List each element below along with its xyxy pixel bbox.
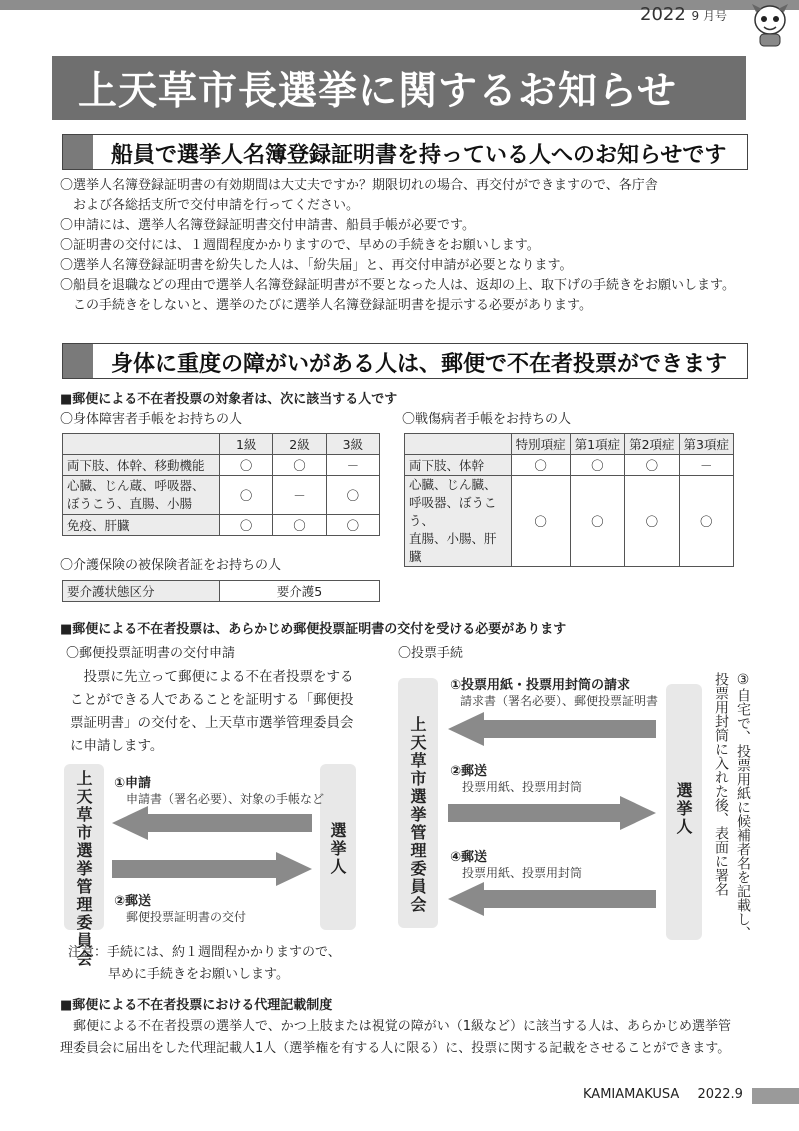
care-table: [62, 580, 380, 602]
table-cell: 〇: [570, 455, 624, 476]
table-header-cell: 第3項症: [679, 434, 733, 455]
arrow-left-icon: [448, 882, 656, 916]
left-voter-label: 選挙人: [328, 822, 347, 876]
left-step1-title: [114, 772, 151, 791]
table-header-cell: 特別項症: [511, 434, 570, 455]
section1-line: この手続きをしないと、選挙のたびに選挙人名簿登録証明書を提示する必要があります。: [60, 298, 592, 313]
table-header-cell: [63, 434, 220, 455]
right-step2-title: [450, 760, 487, 779]
table-header-cell: 3級: [326, 434, 379, 455]
section1-line: 〇選挙人名簿登録証明書の有効期間は大丈夫ですか？期限切れの場合、再交付ができますので、各庁舎: [60, 178, 658, 193]
table-cell: 〇: [511, 455, 570, 476]
right-step1-sub: 請求書（署名必要）、郵便投票証明書: [460, 694, 659, 708]
left-desc-line: ことができる人であることを証明する「郵便投: [70, 692, 354, 708]
right-step4-title: [450, 846, 487, 865]
left-step2-sub: 郵便投票証明書の交付: [126, 910, 247, 924]
right-step1-title: [450, 674, 630, 693]
table-header-cell: [405, 434, 512, 455]
section1-line: および各総括支所で交付申請を行ってください。: [60, 198, 360, 213]
left-committee-label: 上天草市選挙管理委員会: [74, 770, 93, 968]
table-cell: －: [273, 476, 326, 515]
right-voter-label: 選挙人: [674, 782, 693, 836]
table-cell: 〇: [273, 455, 326, 476]
section2-heading-text: 身体に重度の障がいがある人は、郵便で不在者投票ができます: [111, 352, 728, 377]
table-cell: 要介護状態区分: [63, 581, 220, 602]
left-caption: 〇郵便投票証明書の交付申請: [66, 646, 236, 661]
section1-line: 〇船員を退職などの理由で選挙人名簿登録証明書が不要となった人は、返却の上、取下げの手続きをお願いします。: [60, 278, 735, 293]
page-title: 上天草市長選挙に関するお知らせ: [78, 69, 677, 114]
right-step3-line: 投票用封筒に入れた後、表面に署名: [713, 672, 729, 896]
note-line: 早めに手続きをお願いします。: [108, 967, 289, 982]
left-voter-box: [320, 764, 356, 930]
section1-heading: [62, 134, 748, 170]
table-cell: 要介護5: [220, 581, 380, 602]
footer: [583, 1087, 778, 1102]
heading-marker: [63, 135, 93, 169]
table-header-cell: 1級: [220, 434, 273, 455]
table-cell: 両下肢、体幹: [405, 455, 512, 476]
right-step3-line: ③自宅で、投票用紙に候補者名を記載し、: [735, 672, 751, 940]
war-injury-table: [404, 433, 734, 567]
right-step3: [710, 672, 754, 940]
proxy-body: [60, 1016, 731, 1060]
table-cell: 〇: [273, 515, 326, 536]
right-step4-sub: 投票用紙、投票用封筒: [462, 866, 583, 880]
table-cell: 心臓、じん臓、 呼吸器、ぼうこう、 直腸、小腸、肝臓: [405, 476, 512, 567]
section2-heading: [62, 343, 748, 379]
table-cell: 〇: [679, 476, 733, 567]
heading-marker: [63, 344, 93, 378]
issue-year: 2022: [640, 4, 686, 25]
table-cell: 〇: [326, 515, 379, 536]
table-cell: 〇: [326, 476, 379, 515]
right-caption: 〇投票手続: [398, 646, 464, 661]
table-cell: 〇: [625, 455, 679, 476]
footer-date: 2022.9: [697, 1087, 743, 1102]
left-desc-line: に申請します。: [70, 738, 164, 754]
section1-line: 〇申請には、選挙人名簿登録証明書交付申請書、船員手帳が必要です。: [60, 218, 475, 233]
table-cell: 〇: [220, 455, 273, 476]
disability-table: [62, 433, 380, 536]
footer-publication: KAMIAMAKUSA: [583, 1087, 680, 1102]
section1-body: [60, 176, 735, 316]
right-step2-title-text: ②郵送: [450, 764, 488, 779]
arrow-left-icon: [448, 712, 656, 746]
issue-label: [640, 4, 727, 25]
table-cell: 〇: [220, 476, 273, 515]
table-header-cell: 第1項症: [570, 434, 624, 455]
arrow-left-icon: [112, 806, 312, 840]
arrow-right-icon: [112, 852, 312, 886]
left-desc-line: 票証明書」の交付を、上天草市選挙管理委員会: [70, 715, 354, 731]
table-cell: 〇: [570, 476, 624, 567]
certificate-heading: ■郵便による不在者投票は、あらかじめ郵便投票証明書の交付を受ける必要があります: [60, 622, 567, 637]
table-cell: 免疫、肝臓: [63, 515, 220, 536]
right-committee-box: [398, 678, 438, 928]
issue-month: 9 月号: [691, 9, 727, 23]
table-cell: 両下肢、体幹、移動機能: [63, 455, 220, 476]
table-cell: －: [679, 455, 733, 476]
right-step1-title-text: ①投票用紙・投票用封筒の請求: [450, 678, 631, 693]
table-cell: 心臓、じん蔵、呼吸器、 ぼうこう、直腸、小腸: [63, 476, 220, 515]
left-step2-title: [114, 890, 151, 909]
footer-bar: [752, 1088, 799, 1104]
proxy-line: 理委員会に届出をした代理記載人1人（選挙権を有する人に限る）に、投票に関する記載をさせることができます。: [60, 1041, 731, 1056]
right-committee-label: 上天草市選挙管理委員会: [408, 716, 427, 914]
mascot-icon: [748, 2, 792, 48]
arrow-right-icon: [448, 796, 656, 830]
right-step4-title-text: ④郵送: [450, 850, 488, 865]
proxy-heading: ■郵便による不在者投票における代理記載制度: [60, 998, 333, 1013]
left-description: [70, 666, 354, 758]
table2-caption: 〇戦傷病者手帳をお持ちの人: [402, 412, 572, 427]
table-cell: －: [326, 455, 379, 476]
left-step1-sub: 申請書（署名必要）、対象の手帳など: [126, 792, 325, 806]
left-committee-box: [64, 764, 104, 968]
proxy-line: 郵便による不在者投票の選挙人で、かつ上肢または視覚の障がい（1級など）に該当する人は、あらかじめ選挙管: [60, 1019, 732, 1034]
section1-line: 〇証明書の交付には、１週間程度かかりますので、早めの手続きをお願いします。: [60, 238, 540, 253]
table-cell: 〇: [220, 515, 273, 536]
left-desc-line: 投票に先立って郵便による不在者投票をする: [70, 669, 354, 685]
table3-caption: 〇介護保険の被保険者証をお持ちの人: [60, 558, 282, 573]
table-cell: 〇: [625, 476, 679, 567]
left-note: [68, 942, 341, 986]
section1-heading-text: 船員で選挙人名簿登録証明書を持っている人へのお知らせです: [111, 143, 727, 168]
section1-line: 〇選挙人名簿登録証明書を紛失した人は、「紛失届」と、再交付申請が必要となります。: [60, 258, 573, 273]
table1-caption: 〇身体障害者手帳をお持ちの人: [60, 412, 243, 427]
note-line: 注意：手続には、約１週間程かかりますので、: [68, 945, 341, 960]
table-cell: 〇: [511, 476, 570, 567]
table-header-cell: 2級: [273, 434, 326, 455]
right-voter-box: [666, 684, 702, 940]
left-step2-title-text: ②郵送: [114, 894, 152, 909]
table-header-cell: 第2項症: [625, 434, 679, 455]
eligible-heading: ■郵便による不在者投票の対象者は、次に該当する人です: [60, 392, 398, 407]
right-step2-sub: 投票用紙、投票用封筒: [462, 780, 583, 794]
left-step1-title-text: ①申請: [114, 776, 152, 791]
